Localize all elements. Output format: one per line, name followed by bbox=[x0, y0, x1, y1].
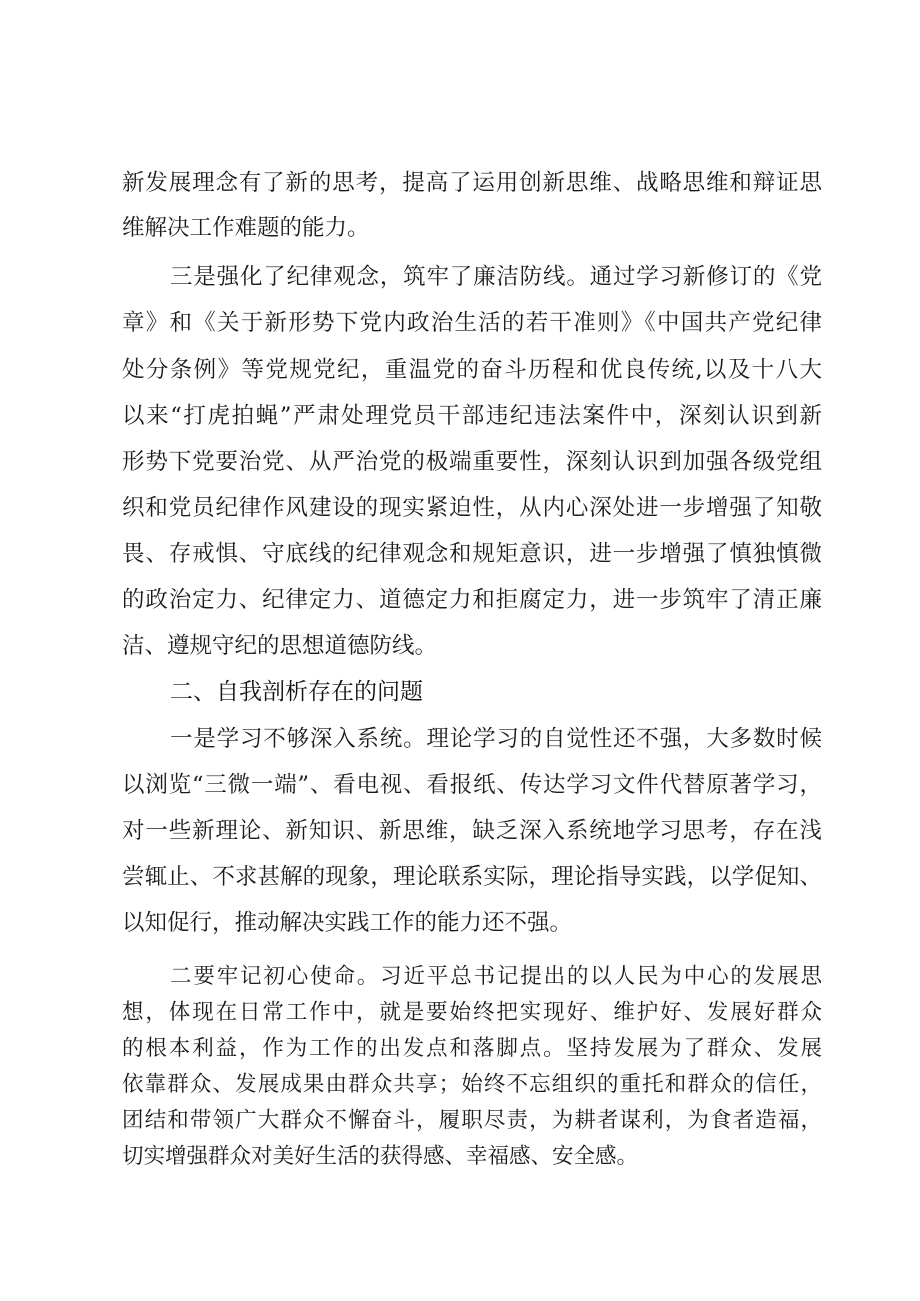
paragraph-point3-line: 洁、遵规守纪的思想道德防线。 bbox=[122, 633, 438, 659]
paragraph-problem1-line: 对一些新理论、新知识、新思维，缺乏深入系统地学习思考，存在浅 bbox=[122, 818, 822, 844]
paragraph-point3-line: 形势下党要治党、从严治党的极端重要性，深刻认识到加强各级党组 bbox=[122, 449, 822, 475]
paragraph-problem2-line: 团结和带领广大群众不懈奋斗，履职尽责，为耕者谋利，为食者造福， bbox=[122, 1108, 822, 1133]
paragraph-problem2-line: 依靠群众、发展成果由群众共享；始终不忘组织的重托和群众的信任， bbox=[122, 1072, 822, 1097]
section-heading: 二、自我剖析存在的问题 bbox=[170, 679, 423, 705]
paragraph-problem1-line: 一是学习不够深入系统。理论学习的自觉性还不强，大多数时候 bbox=[170, 726, 822, 752]
paragraph-point3-line: 三是强化了纪律观念，筑牢了廉洁防线。通过学习新修订的《党 bbox=[170, 264, 822, 290]
paragraph-point3-line: 以来“打虎拍蝇”严肃处理党员干部违纪违法案件中，深刻认识到新 bbox=[122, 403, 822, 429]
paragraph-point3-line: 章》和《关于新形势下党内政治生活的若干准则》《中国共产党纪律 bbox=[122, 310, 822, 336]
paragraph-problem2-line: 的根本利益，作为工作的出发点和落脚点。坚持发展为了群众、发展 bbox=[122, 1036, 822, 1061]
paragraph-problem1-line: 尝辄止、不求甚解的现象，理论联系实际，理论指导实践，以学促知、 bbox=[122, 864, 822, 890]
paragraph-problem2-line: 想，体现在日常工作中，就是要始终把实现好、维护好、发展好群众 bbox=[122, 1000, 822, 1025]
paragraph-continuation-line: 新发展理念有了新的思考，提高了运用创新思维、战略思维和辩证思 bbox=[122, 170, 822, 196]
paragraph-point3-line: 织和党员纪律作风建设的现实紧迫性，从内心深处进一步增强了知敬 bbox=[122, 495, 822, 521]
paragraph-problem2-line: 切实增强群众对美好生活的获得感、幸福感、安全感。 bbox=[122, 1144, 639, 1169]
paragraph-point3-line: 畏、存戒惧、守底线的纪律观念和规矩意识，进一步增强了慎独慎微 bbox=[122, 541, 822, 567]
paragraph-problem2-line: 二要牢记初心使命。习近平总书记提出的以人民为中心的发展思 bbox=[170, 964, 822, 989]
paragraph-point3-line: 处分条例》等党规党纪，重温党的奋斗历程和优良传统,以及十八大 bbox=[122, 357, 822, 383]
paragraph-continuation-line: 维解决工作难题的能力。 bbox=[122, 215, 370, 241]
paragraph-point3-line: 的政治定力、纪律定力、道德定力和拒腐定力，进一步筑牢了清正廉 bbox=[122, 587, 822, 613]
paragraph-problem1-line: 以浏览“三微一端”、看电视、看报纸、传达学习文件代替原著学习， bbox=[122, 772, 822, 798]
paragraph-problem1-line: 以知促行，推动解决实践工作的能力还不强。 bbox=[122, 910, 573, 936]
